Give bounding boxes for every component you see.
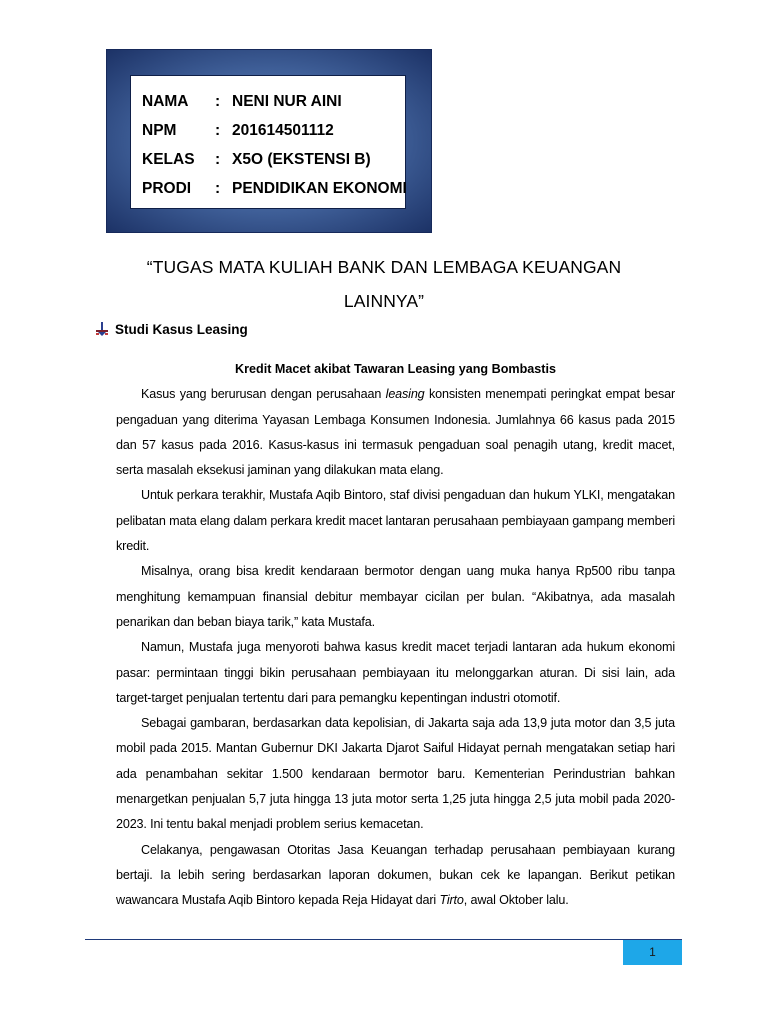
identity-label: KELAS bbox=[142, 151, 195, 168]
identity-row-nama bbox=[131, 87, 405, 116]
section-heading bbox=[95, 320, 248, 340]
article-paragraph bbox=[116, 382, 675, 483]
paragraph-text: Untuk perkara terakhir, Mustafa Aqib Bintoro, staf divisi pengaduan dan hukum YLKI, mengatakan pelibatan mata elang dalam perkara kredit macet lantaran perusahaan pembiayaan gampang memberi kredit. bbox=[116, 488, 675, 554]
bullet-arrow-icon bbox=[95, 322, 109, 336]
article-paragraph bbox=[116, 559, 675, 635]
identity-row-prodi bbox=[131, 174, 405, 203]
paragraph-text: Kasus yang berurusan dengan perusahaan bbox=[141, 387, 386, 402]
section-heading-text: Studi Kasus Leasing bbox=[115, 322, 248, 337]
identity-label: NAMA bbox=[142, 93, 189, 110]
identity-colon: : bbox=[215, 151, 221, 168]
identity-label: PRODI bbox=[142, 180, 192, 197]
paragraph-text: Namun, Mustafa juga menyoroti bahwa kasus kredit macet terjadi lantaran ada hukum ekonomi pasar: permintaan tinggi bikin perusahaan pembiayaan itu melonggarkan aturan. Di sisi lain, ada target-target penjualan tertentu dari para pemangku kepentingan industri otomotif. bbox=[116, 640, 675, 705]
paragraph-text: Sebagai gambaran, berdasarkan data kepolisian, di Jakarta saja ada 13,9 juta motor dan 3,5 juta mobil pada 2015. Mantan Gubernur DKI Jakarta Djarot Saiful Hidayat pernah mengatakan setiap hari ada penambahan sekitar 1.500 kendaraan bermotor baru. Kementerian Perindustrian bahkan menargetkan penjualan 5,7 juta hingga 13 juta motor serta 1,25 juta hingga 2,5 juta mobil pada 2020-2023. Ini tentu bakal menjadi problem serius kemacetan. bbox=[116, 716, 675, 832]
document-title-line-2: LAINNYA” bbox=[343, 291, 425, 311]
italic-term: Tirto bbox=[439, 893, 464, 908]
identity-value: 201614501112 bbox=[232, 122, 334, 139]
italic-term: leasing bbox=[385, 387, 425, 402]
article-body bbox=[116, 382, 675, 913]
identity-value: PENDIDIKAN EKONOMI bbox=[232, 180, 407, 197]
article-paragraph bbox=[116, 635, 675, 711]
identity-card bbox=[106, 49, 432, 233]
paragraph-text: Celakanya, pengawasan Otoritas Jasa Keuangan terhadap perusahaan pembiayaan kurang bertaji. Ia lebih sering berdasarkan laporan dokumen, bukan cek ke lapangan. Berikut petikan wawancara Mustafa Aqib Bintoro kepada Reja Hidayat dari bbox=[116, 842, 675, 908]
document-title bbox=[0, 250, 768, 318]
page-number: 1 bbox=[623, 940, 682, 965]
article-paragraph bbox=[116, 838, 675, 914]
paragraph-text: Misalnya, orang bisa kredit kendaraan bermotor dengan uang muka hanya Rp500 ribu tanpa menghitung kemampuan finansial debitur membayar cicilan per bulan. “Akibatnya, ada masalah penarikan dan beban biaya tarik,” kata Mustafa. bbox=[116, 564, 675, 629]
article bbox=[116, 357, 675, 914]
identity-value: X5O (EKSTENSI B) bbox=[232, 151, 371, 168]
identity-colon: : bbox=[215, 93, 221, 110]
footer-divider bbox=[85, 939, 682, 940]
identity-row-kelas bbox=[131, 145, 405, 174]
identity-row-npm bbox=[131, 116, 405, 145]
article-paragraph bbox=[116, 711, 675, 837]
paragraph-text: , awal Oktober lalu. bbox=[463, 893, 569, 908]
identity-value: NENI NUR AINI bbox=[232, 93, 342, 110]
identity-table bbox=[130, 75, 406, 209]
identity-colon: : bbox=[215, 180, 221, 197]
article-title: Kredit Macet akibat Tawaran Leasing yang Bombastis bbox=[235, 362, 556, 376]
article-paragraph bbox=[116, 483, 675, 559]
paragraph-text: konsisten menempati peringkat empat besar pengaduan yang diterima Yayasan Lembaga Konsumen Indonesia. Jumlahnya 66 kasus pada 2015 dan 57 kasus pada 2016. Kasus-kasus ini termasuk pengaduan soal penagih utang, kredit macet, serta masalah eksekusi jaminan yang dilakukan mata elang. bbox=[116, 387, 675, 478]
document-title-line-1: “TUGAS MATA KULIAH BANK DAN LEMBAGA KEUANGAN bbox=[146, 257, 622, 277]
identity-label: NPM bbox=[142, 122, 177, 139]
identity-colon: : bbox=[215, 122, 221, 139]
